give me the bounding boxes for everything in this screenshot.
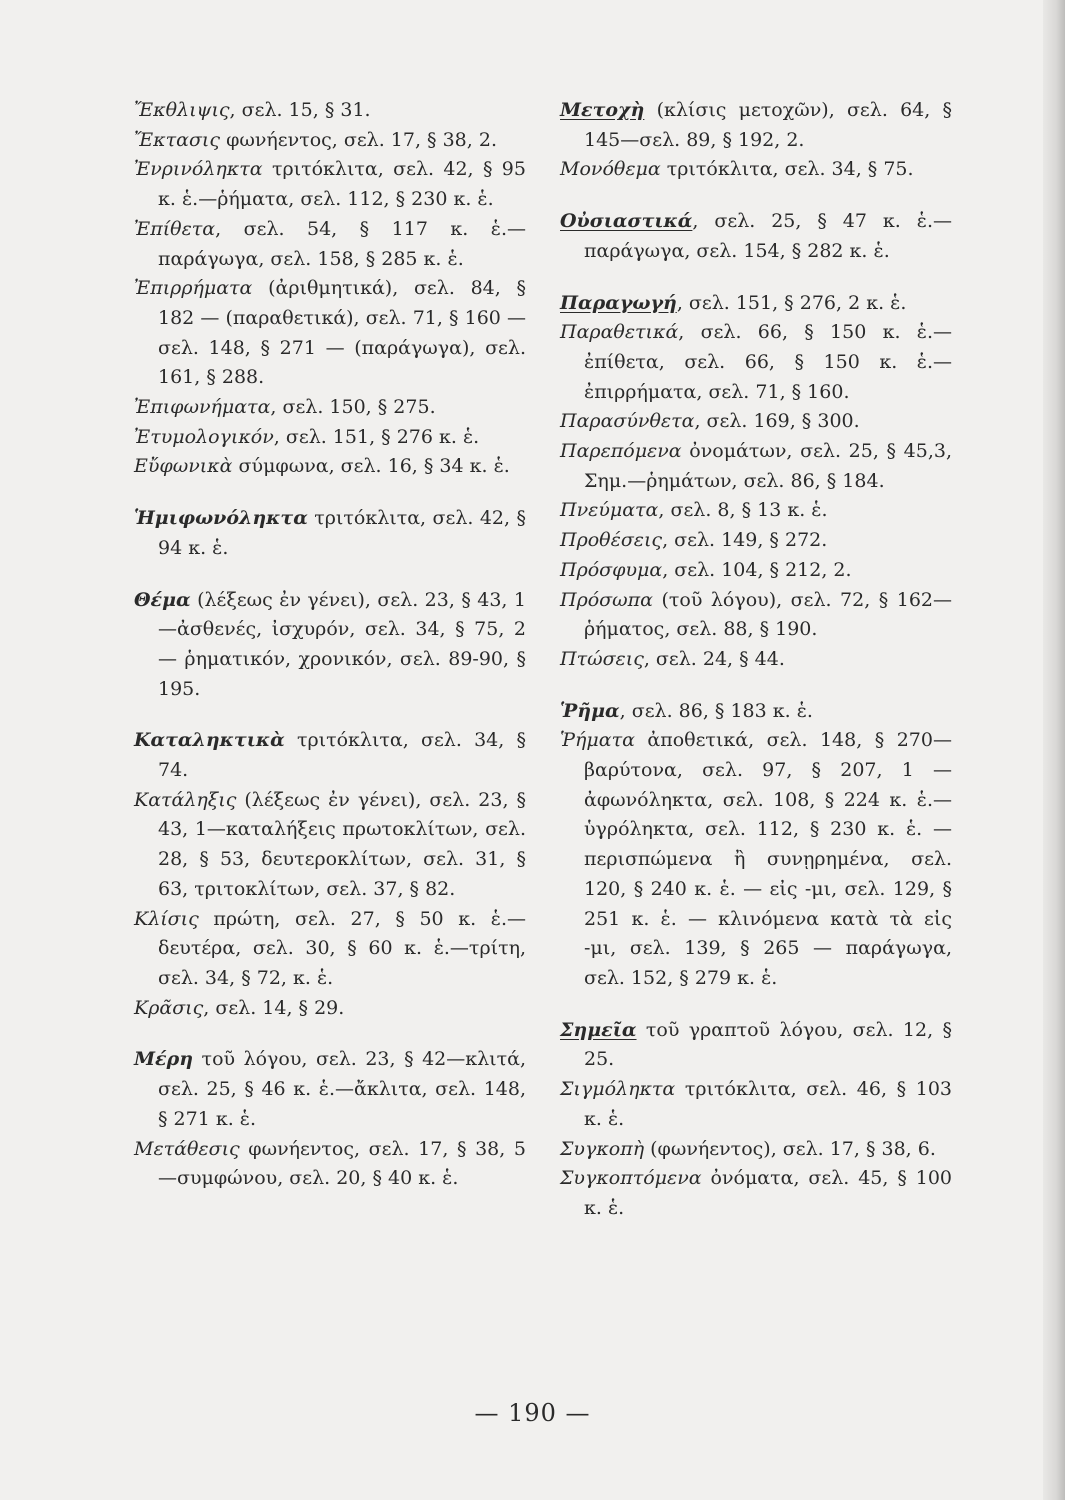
index-entry xyxy=(560,318,952,407)
index-entry xyxy=(560,407,952,437)
index-references: (λέξεως ἐν γένει), σελ. 23, § 43, 1—ἀσθενές, ἰσχυρόν, σελ. 34, § 75, 2 — ῥηματικόν, χρονικόν, σελ. 89-90, § 195. xyxy=(158,588,526,700)
index-headword: Παρασύνθετα xyxy=(560,410,695,433)
index-headword: Ῥῆμα xyxy=(560,699,620,722)
index-entry xyxy=(560,586,952,645)
index-headword: Συγκοπὴ xyxy=(560,1137,645,1160)
index-references: τριτόκλιτα, σελ. 42, § 94 κ. ἑ. xyxy=(158,507,526,559)
index-entry xyxy=(560,496,952,526)
index-references: φωνήεντος, σελ. 17, § 38, 5—συμφώνου, σελ. 20, § 40 κ. ἑ. xyxy=(158,1137,526,1190)
index-references: τριτόκλιτα, σελ. 34, § 74. xyxy=(158,729,526,782)
index-references: , σελ. 151, § 276 κ. ἑ. xyxy=(273,425,480,448)
index-references: πρώτη, σελ. 27, § 50 κ. ἑ.—δευτέρα, σελ. 30, § 60 κ. ἑ.—τρίτη, σελ. 34, § 72, κ. ἑ. xyxy=(158,907,526,989)
index-entry xyxy=(134,393,526,423)
index-entry xyxy=(134,155,526,214)
index-entry xyxy=(560,697,952,727)
index-entry xyxy=(134,126,526,156)
page-number: — 190 — xyxy=(474,1399,591,1427)
index-entry xyxy=(560,207,952,266)
index-references: , σελ. 24, § 44. xyxy=(643,647,785,670)
index-references: τριτόκλιτα, σελ. 34, § 75. xyxy=(660,158,914,181)
index-entry xyxy=(560,96,952,155)
index-references: , σελ. 25, § 47 κ. ἑ.—παράγωγα, σελ. 154, § 282 κ. ἑ. xyxy=(584,210,952,262)
index-references: τριτόκλιτα, σελ. 42, § 95 κ. ἑ.—ῥήματα, σελ. 112, § 230 κ. ἑ. xyxy=(158,158,526,211)
index-headword: Ἡμιφωνόληκτα xyxy=(134,507,308,530)
index-references: (φωνήεντος), σελ. 17, § 38, 6. xyxy=(644,1137,936,1160)
index-headword: Οὐσιαστικά xyxy=(560,210,693,233)
index-entry xyxy=(134,452,526,482)
index-references: τριτόκλιτα, σελ. 46, § 103 κ. ἑ. xyxy=(584,1078,952,1130)
index-headword: Ἐπιρρήματα xyxy=(134,277,253,300)
index-references: φωνήεντος, σελ. 17, § 38, 2. xyxy=(220,128,497,151)
index-entry xyxy=(560,437,952,496)
index-headword: Ῥήματα xyxy=(560,729,635,752)
index-entry xyxy=(134,96,526,126)
index-headword: Θέμα xyxy=(134,588,191,611)
index-entry xyxy=(134,994,526,1024)
index-references: , σελ. 66, § 150 κ. ἑ.—ἐπίθετα, σελ. 66, § 150 κ. ἑ.—ἐπιρρήματα, σελ. 71, § 160. xyxy=(584,321,952,403)
index-headword: Συγκοπτόμενα xyxy=(560,1167,702,1190)
index-headword: Μέρη xyxy=(134,1048,194,1071)
index-headword: Κρᾶσις xyxy=(134,996,204,1019)
index-references: , σελ. 169, § 300. xyxy=(694,410,860,433)
index-headword: Πνεύματα xyxy=(560,499,659,522)
index-entry xyxy=(134,504,526,563)
index-entry xyxy=(560,1075,952,1134)
index-references: ὀνόματα, σελ. 45, § 100 κ. ἑ. xyxy=(584,1167,952,1219)
index-references: (κλίσις μετοχῶν), σελ. 64, § 145—σελ. 89, § 192, 2. xyxy=(584,99,952,151)
index-headword: Μετοχὴ xyxy=(560,99,645,121)
index-headword: Καταληκτικὰ xyxy=(134,729,285,752)
index-headword: Ἐνρινόληκτα xyxy=(134,158,263,181)
index-headword: Πρόσφυμα xyxy=(560,558,663,581)
index-headword: Ἐπιφωνήματα xyxy=(134,396,271,419)
index-headword: Παραγωγή xyxy=(560,291,677,314)
index-references: (λέξεως ἐν γένει), σελ. 23, § 43, 1—καταλήξεις πρωτοκλίτων, σελ. 28, § 53, δευτεροκλίτων, σελ. 31, § 63, τριτοκλίτων, σελ. 37, § 82. xyxy=(158,788,526,900)
index-headword: Πρόσωπα xyxy=(560,588,653,611)
index-entry xyxy=(560,556,952,586)
index-references: σύμφωνα, σελ. 16, § 34 κ. ἑ. xyxy=(232,455,510,478)
index-entry xyxy=(134,274,526,393)
index-headword: Κατάληξις xyxy=(134,788,237,811)
index-entry xyxy=(560,526,952,556)
index-references: , σελ. 8, § 13 κ. ἑ. xyxy=(658,499,828,522)
index-headword: Ἐτυμολογικόν xyxy=(134,425,274,448)
index-entry xyxy=(134,726,526,785)
index-references: ὀνομάτων, σελ. 25, § 45,3, Σημ.—ῥημάτων, σελ. 86, § 184. xyxy=(584,440,952,492)
index-headword: Κλίσις xyxy=(134,907,199,930)
index-entry xyxy=(134,1045,526,1134)
index-references: , σελ. 149, § 272. xyxy=(662,529,828,552)
index-headword: Μονόθεμα xyxy=(560,158,661,181)
index-entry xyxy=(134,905,526,994)
index-headword: Μετάθεσις xyxy=(134,1137,240,1160)
index-column-left xyxy=(134,96,526,1194)
index-entry xyxy=(560,155,952,185)
index-entry xyxy=(560,726,952,993)
index-references: , σελ. 14, § 29. xyxy=(203,996,345,1019)
index-entry xyxy=(560,1135,952,1165)
index-headword: Ἐπίθετα xyxy=(134,217,216,240)
index-entry xyxy=(560,1164,952,1223)
page-edge xyxy=(1043,0,1065,1500)
index-headword: Παρεπόμενα xyxy=(560,440,682,463)
index-references: , σελ. 150, § 275. xyxy=(270,396,436,419)
index-references: τοῦ λόγου, σελ. 23, § 42—κλιτά, σελ. 25, § 46 κ. ἑ.—ἄκλιτα, σελ. 148, § 271 κ. ἑ. xyxy=(158,1048,526,1130)
index-headword: Ἔκθλιψις xyxy=(134,99,230,121)
index-references: (ἀριθμητικά), σελ. 84, § 182 — (παραθετικά), σελ. 71, § 160 — σελ. 148, § 271 — (παράγωγα), σελ. 161, § 288. xyxy=(158,277,526,389)
index-entry xyxy=(134,423,526,453)
index-entry xyxy=(560,645,952,675)
index-headword: Εὔφωνικὰ xyxy=(134,455,233,478)
index-references: , σελ. 15, § 31. xyxy=(229,99,371,121)
index-references: , σελ. 54, § 117 κ. ἑ.— παράγωγα, σελ. 158, § 285 κ. ἑ. xyxy=(158,217,526,270)
index-references: τοῦ γραπτοῦ λόγου, σελ. 12, § 25. xyxy=(584,1018,952,1071)
index-references: , σελ. 86, § 183 κ. ἑ. xyxy=(619,699,813,722)
index-headword: Παραθετικά xyxy=(560,321,679,344)
index-references: , σελ. 104, § 212, 2. xyxy=(662,558,852,581)
index-entry xyxy=(560,1016,952,1075)
index-references: ἀποθετικά, σελ. 148, § 270—βαρύτονα, σελ. 97, § 207, 1 — ἀφωνόληκτα, σελ. 108, § 224 κ. ἑ.—ὑγρόληκτα, σελ. 112, § 230 κ. ἑ. — περισπώμενα ἢ συνῃρημένα, σελ. 120, § 240 κ. ἑ. — εἰς -μι, σελ. 129, § 251 κ. ἑ. — κλινόμενα κατὰ τὰ εἰς -μι, σελ. 139, § 265 — παράγωγα, σελ. 152, § 279 κ. ἑ. xyxy=(584,729,952,989)
index-headword: Πτώσεις xyxy=(560,647,644,670)
index-headword: Σιγμόληκτα xyxy=(560,1078,676,1101)
index-headword: Προθέσεις xyxy=(560,529,663,552)
index-entry xyxy=(134,215,526,274)
index-references: , σελ. 151, § 276, 2 κ. ἑ. xyxy=(676,291,907,314)
index-references: (τοῦ λόγου), σελ. 72, § 162—ῥήματος, σελ. 88, § 190. xyxy=(584,588,952,641)
index-entry xyxy=(134,586,526,705)
index-column-right xyxy=(560,96,952,1224)
index-entry xyxy=(560,289,952,319)
index-headword: Ἔκτασις xyxy=(134,128,221,151)
index-entry xyxy=(134,1135,526,1194)
index-entry xyxy=(134,786,526,905)
index-headword: Σημεῖα xyxy=(560,1018,637,1041)
